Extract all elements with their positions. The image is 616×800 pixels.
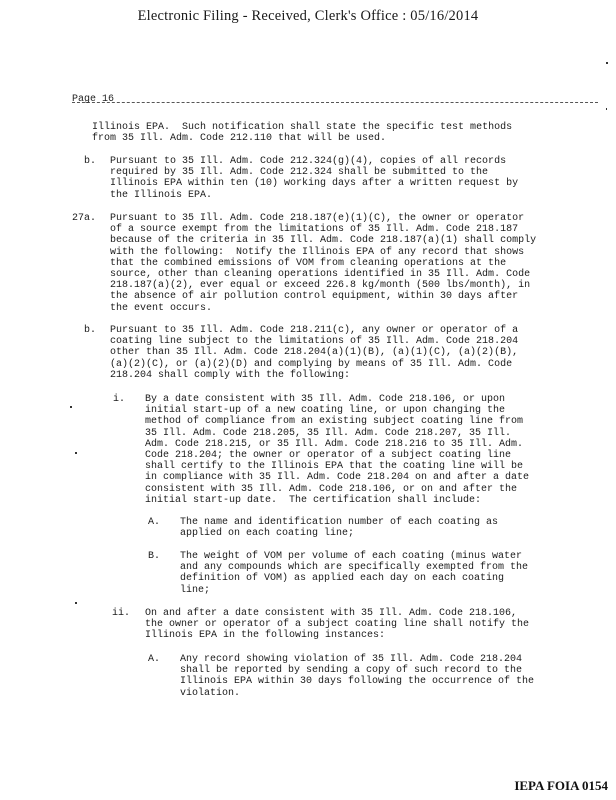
item-label-b-coating: b. [84,325,97,336]
item-label-A: A. [148,517,161,528]
scan-speck [606,108,607,110]
paragraph-b-coating: Pursuant to 35 Ill. Adm. Code 218.211(c), any owner or operator of a coating line subject to the limitations of 35 Ill. Adm. Code 218.204 other than 35 Ill. Adm. Code 218.204(a)(1)(B), (a)(1)(C), (a)(2)(B), (a)(2)(C), or (a)(2)(D) and complying by means of 35 Ill. Adm. Code 218.204 shall comply with the following: [110,325,519,381]
page-number: Page 16 [72,94,115,105]
scan-speck [70,406,72,408]
item-label-ii: ii. [112,608,131,619]
foia-stamp: IEPA FOIA 0154 [514,778,608,793]
item-label-A-violation: A. [148,654,161,665]
paragraph-27a-cleaning: Pursuant to 35 Ill. Adm. Code 218.187(e)(1)(C), the owner or operator of a source exempt from the limitations of 35 Ill. Adm. Code 218.187 because of the criteria in 35 Ill. Adm. Code 218.187(a)(1) shall comply with the following: Notify the Illinois EPA of any record that shows that the combined emissions of VOM from cleaning operations at the source, other than cleaning operations identified in 35 Ill. Adm. Code 218.187(a)(2), ever equal or exceed 226.8 kg/month (500 lbs/month), in the absence of air pollution control equipment, within 30 days after the event occurs. [110,213,537,314]
paragraph-i-certification: By a date consistent with 35 Ill. Adm. Code 218.106, or upon initial start-up of a new coating line, or upon changing the method of compliance from an existing subject coating line from 35 Ill. Adm. Code 218.205, 35 Ill. Adm. Code 218.207, 35 Ill. Adm. Code 218.215, or 35 Ill. Adm. Code 218.216 to 35 Ill. Adm. Code 218.204; the owner or operator of a subject coating line shall certify to the Illinois EPA that the coating line will be in compliance with 35 Ill. Adm. Code 218.204 on and after a date consistent with 35 Ill. Adm. Code 218.106, or on and after the initial start-up date. The certification shall include: [145,394,530,506]
item-label-B: B. [148,551,161,562]
item-label-b: b. [84,156,97,167]
page-header-rule [72,88,598,103]
item-label-i: i. [113,394,126,405]
paragraph-b-records: Pursuant to 35 Ill. Adm. Code 212.324(g)(4), copies of all records required by 35 Ill. Adm. Code 212.324 shall be submitted to the Illinois EPA within ten (10) working days after a written request by the Illinois EPA. [110,156,519,201]
paragraph-A-violation: Any record showing violation of 35 Ill. Adm. Code 218.204 shall be reported by sending a copy of such record to the Illinois EPA within 30 days following the occurrence of the violation. [180,654,535,699]
filing-stamp-header: Electronic Filing - Received, Clerk's Office : 05/16/2014 [137,8,479,24]
paragraph-B-weight: The weight of VOM per volume of each coating (minus water and any compounds which are specifically exempted from the definition of VOM) as applied each day on each coating line; [180,551,529,596]
paragraph-ii-notify: On and after a date consistent with 35 Ill. Adm. Code 218.106, the owner or operator of a subject coating line shall notify the Illinois EPA in the following instances: [145,608,530,642]
item-label-27a: 27a. [72,213,97,224]
scan-speck [75,602,77,604]
continued-paragraph: Illinois EPA. Such notification shall state the specific test methods from 35 Ill. Adm. Code 212.110 that will be used. [92,122,513,145]
scan-speck [606,62,608,64]
scan-speck [75,452,77,454]
paragraph-A-name: The name and identification number of each coating as applied on each coating line; [180,517,499,540]
